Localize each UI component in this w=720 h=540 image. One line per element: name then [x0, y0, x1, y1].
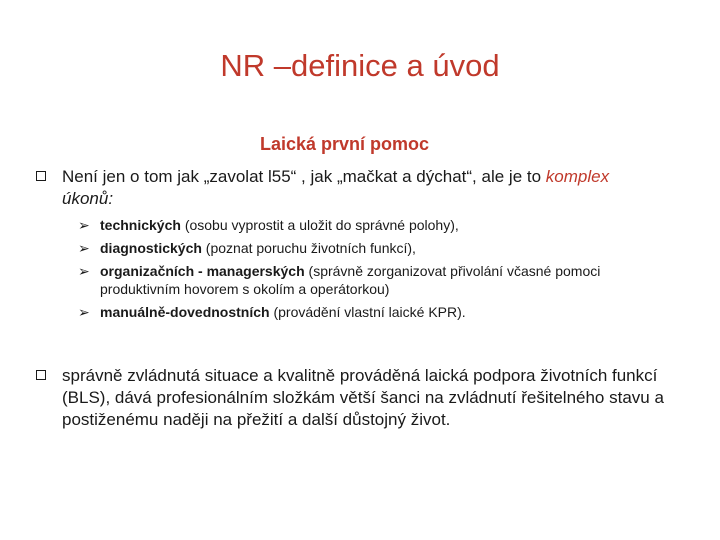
- slide-subtitle: Laická první pomoc: [260, 134, 430, 154]
- slide-title: NR –definice a úvod: [220, 48, 500, 83]
- bullet-text: správně zvládnutá situace a kvalitně prováděná laická podpora životních funkcí (BLS), dává profesionálním složkám větší šanci na zvládnutí řešitelného stavu a postiženému naději na přežití a další důstojný život.: [62, 366, 664, 429]
- sub-bullet-list: [78, 216, 678, 326]
- square-bullet-icon: [36, 171, 46, 181]
- arrow-bullet-icon: ➢: [78, 240, 90, 256]
- sub-bullet-item: ➢ manuálně-dovednostních (provádění vlastní laické KPR).: [78, 304, 466, 320]
- emphasis-text: komplex: [545, 167, 610, 186]
- square-bullet-icon: [36, 370, 46, 380]
- arrow-bullet-icon: ➢: [78, 263, 90, 279]
- sub-bullet-item: ➢ organizačních - managerských (správně zorganizovat přivolání včasné pomoci produktivním hovorem s okolím a operátorkou): [78, 263, 601, 297]
- sub-bullet-item: ➢ technických (osobu vyprostit a uložit do správné polohy),: [78, 217, 459, 233]
- bullet-item: [36, 166, 686, 210]
- arrow-bullet-icon: ➢: [78, 304, 90, 320]
- arrow-bullet-icon: ➢: [78, 217, 90, 233]
- bullet-text: Není jen o tom jak „zavolat l55“ , jak „mačkat a dýchat“, ale je to komplex úkonů:: [62, 167, 610, 208]
- sub-bullet-item: ➢ diagnostických (poznat poruchu životních funkcí),: [78, 240, 416, 256]
- emphasis-text: úkonů:: [62, 189, 114, 208]
- bullet-item: [36, 365, 686, 431]
